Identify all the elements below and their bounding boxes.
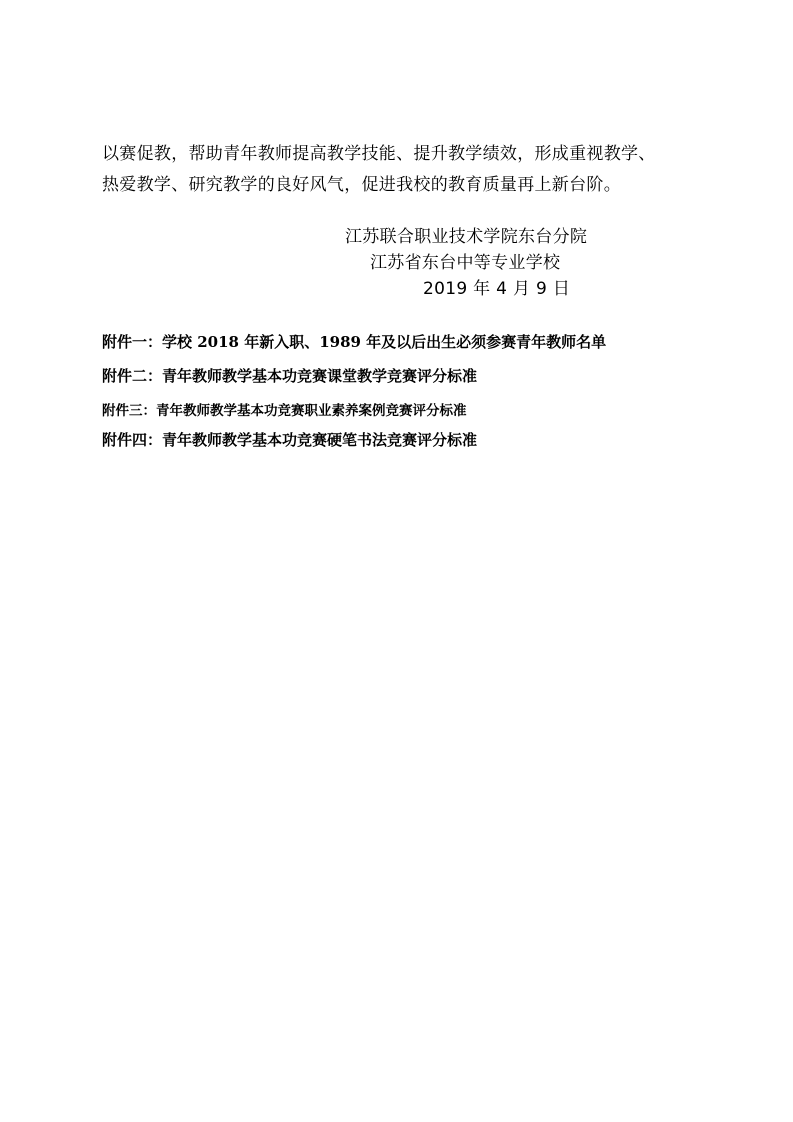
signature-org-2: 江苏省东台中等专业学校 <box>370 253 561 273</box>
attachment-1: 附件一：学校 2018 年新入职、1989 年及以后出生必须参赛青年教师名单 <box>102 333 607 351</box>
body-paragraph-line-1: 以赛促教，帮助青年教师提高教学技能、提升教学绩效，形成重视教学、 <box>102 144 656 164</box>
attachment-4: 附件四：青年教师教学基本功竞赛硬笔书法竞赛评分标准 <box>102 431 478 449</box>
signature-date: 2019 年 4 月 9 日 <box>423 279 571 299</box>
signature-org-1: 江苏联合职业技术学院东台分院 <box>345 227 588 247</box>
attachment-3: 附件三：青年教师教学基本功竞赛职业素养案例竞赛评分标准 <box>102 403 467 419</box>
attachment-2: 附件二：青年教师教学基本功竞赛课堂教学竞赛评分标准 <box>102 367 478 385</box>
body-paragraph-line-2: 热爱教学、研究教学的良好风气，促进我校的教育质量再上新台阶。 <box>102 175 621 195</box>
